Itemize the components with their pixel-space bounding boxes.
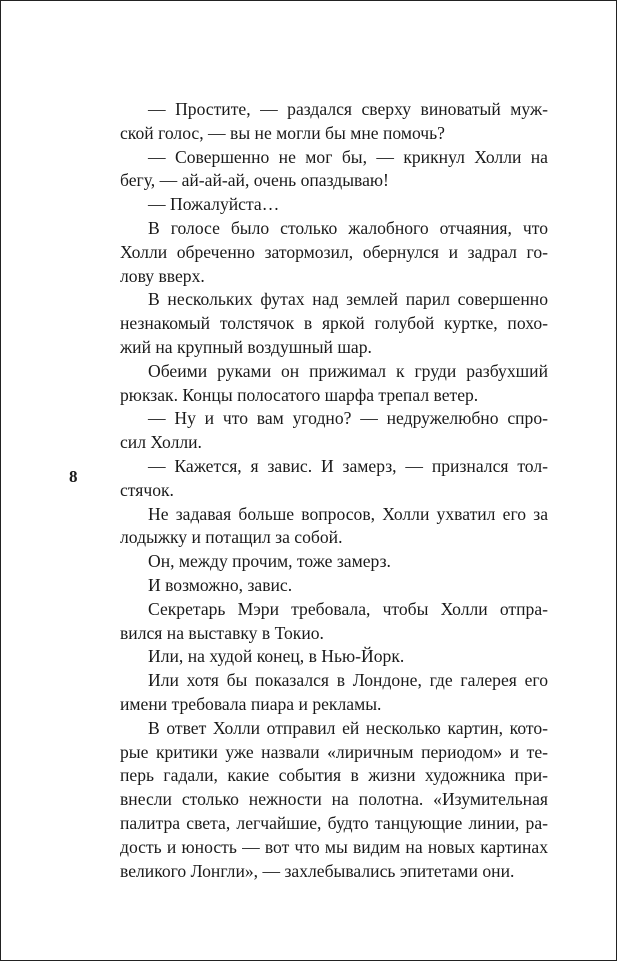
- text-line: ской голос, — вы не могли бы мне помочь?: [120, 122, 445, 143]
- text-line: — Совершенно не мог бы, — крикнул Холли на: [148, 146, 548, 167]
- body-text: [120, 98, 548, 883]
- text-line: жий на крупный воздушный шар.: [120, 336, 372, 357]
- text-line: великого Лонгли», — захлебывались эпитетами они.: [120, 860, 515, 881]
- text-line: — Пожалуйста…: [148, 194, 280, 215]
- text-line: сил Холли.: [120, 432, 202, 453]
- text-line: бегу, — ай-ай-ай, очень опаздываю!: [120, 170, 389, 191]
- text-line: В нескольких футах над землей парил совершенно: [148, 289, 548, 310]
- text-line: рюкзак. Концы полосатого шарфа трепал ветер.: [120, 384, 479, 405]
- text-line: — Кажется, я завис. И замерз, — признался тол-: [148, 455, 548, 476]
- text-line: В голосе было столько жалобного отчаяния, что: [148, 217, 548, 238]
- text-line: палитра света, легчайшие, будто танцующие линии, ра-: [120, 812, 548, 833]
- text-line: лову вверх.: [120, 265, 205, 286]
- text-line: незнакомый толстячок в яркой голубой куртке, похо-: [120, 313, 548, 334]
- text-line: лодыжку и потащил за собой.: [120, 527, 343, 548]
- text-line: Или, на худой конец, в Нью-Йорк.: [148, 646, 405, 667]
- text-line: В ответ Холли отправил ей несколько картин, кото-: [148, 717, 548, 738]
- text-line: Не задавая больше вопросов, Холли ухватил его за: [148, 503, 548, 524]
- text-line: внесли столько нежности на полотна. «Изумительная: [120, 789, 548, 810]
- text-line: Холли обреченно затормозил, обернулся и задрал го-: [120, 241, 548, 262]
- text-line: дость и юность — вот что мы видим на новых картинах: [120, 836, 548, 857]
- text-line: И возможно, завис.: [148, 574, 293, 595]
- text-line: имени требовала пиара и рекламы.: [120, 693, 382, 714]
- text-line: вился на выставку в Токио.: [120, 622, 324, 643]
- text-line: рые критики уже назвали «лиричным периодом» и те-: [120, 741, 548, 762]
- text-line: — Простите, — раздался сверху виноватый муж-: [148, 99, 548, 119]
- text-line: перь гадали, какие события в жизни художника при-: [120, 765, 548, 786]
- text-line: Или хотя бы показался в Лондоне, где галерея его: [148, 670, 548, 691]
- text-line: Обеими руками он прижимал к груди разбухший: [148, 360, 548, 381]
- text-line: Секретарь Мэри требовала, чтобы Холли отпра-: [148, 598, 548, 619]
- text-line: стячок.: [120, 479, 174, 500]
- text-line: — Ну и что вам угодно? — недружелюбно спро-: [148, 408, 548, 429]
- page-number: 8: [69, 467, 78, 486]
- text-line: Он, между прочим, тоже замерз.: [148, 551, 391, 572]
